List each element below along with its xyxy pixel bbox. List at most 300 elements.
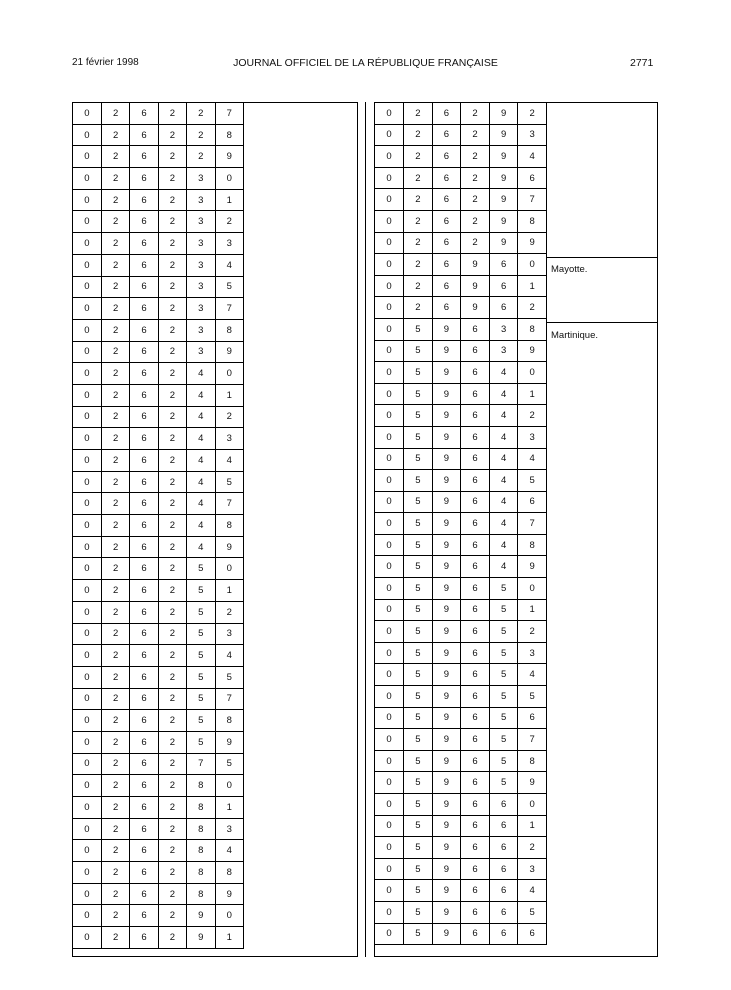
code-digit-cell: 0 <box>375 254 404 276</box>
code-digit-cell: 2 <box>404 167 433 189</box>
code-digit-cell: 6 <box>130 775 158 797</box>
code-digit-cell: 2 <box>404 146 433 168</box>
left-column <box>72 102 358 957</box>
code-digit-cell: 3 <box>215 233 243 255</box>
code-digit-cell: 0 <box>518 362 547 384</box>
code-digit-cell: 6 <box>461 383 490 405</box>
code-digit-cell: 2 <box>187 124 215 146</box>
code-row <box>73 645 244 667</box>
code-digit-cell: 4 <box>215 254 243 276</box>
code-row <box>375 340 547 362</box>
code-digit-cell: 8 <box>187 775 215 797</box>
code-digit-cell: 5 <box>489 750 518 772</box>
code-digit-cell: 1 <box>215 797 243 819</box>
code-digit-cell: 5 <box>489 686 518 708</box>
code-digit-cell: 6 <box>461 513 490 535</box>
code-digit-cell: 2 <box>158 276 186 298</box>
code-digit-cell: 5 <box>404 923 433 945</box>
code-digit-cell: 2 <box>158 233 186 255</box>
code-digit-cell: 7 <box>215 103 243 124</box>
code-row <box>73 753 244 775</box>
code-digit-cell: 0 <box>73 146 101 168</box>
code-digit-cell: 2 <box>187 146 215 168</box>
code-digit-cell: 8 <box>187 797 215 819</box>
code-digit-cell: 9 <box>432 470 461 492</box>
code-digit-cell: 0 <box>375 686 404 708</box>
code-row <box>375 297 547 319</box>
code-digit-cell: 9 <box>489 232 518 254</box>
code-digit-cell: 7 <box>518 513 547 535</box>
code-digit-cell: 5 <box>404 470 433 492</box>
code-digit-cell: 2 <box>101 645 129 667</box>
code-digit-cell: 0 <box>375 318 404 340</box>
code-digit-cell: 6 <box>489 297 518 319</box>
code-digit-cell: 4 <box>187 450 215 472</box>
code-digit-cell: 4 <box>518 448 547 470</box>
code-digit-cell: 6 <box>489 815 518 837</box>
code-digit-cell: 9 <box>518 772 547 794</box>
code-row <box>375 232 547 254</box>
code-row <box>73 124 244 146</box>
code-digit-cell: 8 <box>518 534 547 556</box>
code-digit-cell: 6 <box>461 772 490 794</box>
code-row <box>73 883 244 905</box>
code-digit-cell: 6 <box>461 556 490 578</box>
code-digit-cell: 6 <box>130 319 158 341</box>
code-digit-cell: 6 <box>461 664 490 686</box>
code-digit-cell: 4 <box>489 513 518 535</box>
code-row <box>375 167 547 189</box>
code-digit-cell: 9 <box>432 578 461 600</box>
code-digit-cell: 6 <box>130 840 158 862</box>
code-digit-cell: 6 <box>432 297 461 319</box>
code-digit-cell: 2 <box>101 558 129 580</box>
code-digit-cell: 5 <box>404 340 433 362</box>
code-row <box>375 275 547 297</box>
code-digit-cell: 9 <box>432 837 461 859</box>
code-digit-cell: 0 <box>375 448 404 470</box>
code-digit-cell: 3 <box>518 642 547 664</box>
code-row <box>375 254 547 276</box>
code-digit-cell: 2 <box>158 818 186 840</box>
code-digit-cell: 4 <box>518 664 547 686</box>
code-digit-cell: 6 <box>461 599 490 621</box>
code-digit-cell: 0 <box>73 450 101 472</box>
code-digit-cell: 6 <box>461 686 490 708</box>
code-digit-cell: 6 <box>461 707 490 729</box>
code-digit-cell: 3 <box>215 428 243 450</box>
code-digit-cell: 0 <box>375 923 404 945</box>
code-digit-cell: 2 <box>101 450 129 472</box>
code-row <box>375 858 547 880</box>
code-digit-cell: 4 <box>187 493 215 515</box>
code-digit-cell: 0 <box>73 601 101 623</box>
code-digit-cell: 6 <box>461 729 490 751</box>
code-digit-cell: 9 <box>215 883 243 905</box>
code-row <box>375 901 547 923</box>
journal-title: JOURNAL OFFICIEL DE LA RÉPUBLIQUE FRANÇAISE <box>233 57 498 69</box>
code-digit-cell: 9 <box>215 146 243 168</box>
code-digit-cell: 2 <box>101 103 129 124</box>
code-digit-cell: 2 <box>158 558 186 580</box>
code-digit-cell: 5 <box>215 666 243 688</box>
code-digit-cell: 0 <box>375 103 404 124</box>
code-digit-cell: 6 <box>489 858 518 880</box>
code-digit-cell: 6 <box>130 146 158 168</box>
code-digit-cell: 9 <box>489 124 518 146</box>
header-date: 21 février 1998 <box>72 57 139 68</box>
code-digit-cell: 6 <box>130 384 158 406</box>
code-digit-cell: 0 <box>73 428 101 450</box>
code-row <box>73 666 244 688</box>
code-digit-cell: 9 <box>432 707 461 729</box>
code-digit-cell: 9 <box>432 772 461 794</box>
code-digit-cell: 5 <box>404 707 433 729</box>
code-digit-cell: 4 <box>489 362 518 384</box>
code-digit-cell: 0 <box>375 837 404 859</box>
code-digit-cell: 4 <box>215 450 243 472</box>
code-digit-cell: 0 <box>73 623 101 645</box>
code-digit-cell: 6 <box>461 340 490 362</box>
code-digit-cell: 9 <box>461 254 490 276</box>
code-digit-cell: 6 <box>432 103 461 124</box>
code-digit-cell: 3 <box>518 858 547 880</box>
code-row <box>375 534 547 556</box>
code-digit-cell: 0 <box>73 840 101 862</box>
code-digit-cell: 2 <box>158 883 186 905</box>
code-digit-cell: 2 <box>101 862 129 884</box>
code-row <box>73 731 244 753</box>
code-digit-cell: 2 <box>158 536 186 558</box>
code-digit-cell: 4 <box>489 534 518 556</box>
code-digit-cell: 8 <box>215 710 243 732</box>
code-digit-cell: 4 <box>489 491 518 513</box>
code-digit-cell: 0 <box>375 578 404 600</box>
code-row <box>375 794 547 816</box>
code-digit-cell: 4 <box>489 405 518 427</box>
code-digit-cell: 1 <box>518 275 547 297</box>
code-digit-cell: 2 <box>187 103 215 124</box>
code-digit-cell: 2 <box>158 168 186 190</box>
code-digit-cell: 9 <box>461 275 490 297</box>
code-digit-cell: 8 <box>215 862 243 884</box>
code-digit-cell: 5 <box>489 664 518 686</box>
code-digit-cell: 8 <box>518 750 547 772</box>
code-row <box>375 124 547 146</box>
code-digit-cell: 8 <box>187 883 215 905</box>
code-digit-cell: 5 <box>187 645 215 667</box>
code-digit-cell: 9 <box>518 556 547 578</box>
code-digit-cell: 2 <box>158 666 186 688</box>
code-row <box>375 513 547 535</box>
code-digit-cell: 5 <box>404 405 433 427</box>
code-digit-cell: 3 <box>187 254 215 276</box>
code-digit-cell: 9 <box>432 621 461 643</box>
code-digit-cell: 0 <box>375 664 404 686</box>
code-digit-cell: 3 <box>489 318 518 340</box>
code-digit-cell: 0 <box>73 276 101 298</box>
code-digit-cell: 0 <box>375 383 404 405</box>
code-digit-cell: 0 <box>73 862 101 884</box>
code-digit-cell: 0 <box>375 642 404 664</box>
code-digit-cell: 4 <box>187 363 215 385</box>
code-digit-cell: 2 <box>101 341 129 363</box>
code-digit-cell: 2 <box>518 405 547 427</box>
code-digit-cell: 5 <box>404 858 433 880</box>
code-digit-cell: 6 <box>489 880 518 902</box>
code-digit-cell: 2 <box>404 210 433 232</box>
code-digit-cell: 6 <box>130 103 158 124</box>
code-digit-cell: 0 <box>73 666 101 688</box>
code-digit-cell: 6 <box>432 232 461 254</box>
code-digit-cell: 0 <box>73 775 101 797</box>
code-digit-cell: 2 <box>158 623 186 645</box>
code-digit-cell: 2 <box>158 124 186 146</box>
code-digit-cell: 6 <box>130 211 158 233</box>
code-digit-cell: 9 <box>432 383 461 405</box>
code-digit-cell: 0 <box>215 558 243 580</box>
code-digit-cell: 6 <box>461 880 490 902</box>
code-digit-cell: 3 <box>187 319 215 341</box>
code-digit-cell: 6 <box>130 688 158 710</box>
code-digit-cell: 4 <box>489 383 518 405</box>
code-digit-cell: 6 <box>432 210 461 232</box>
code-digit-cell: 5 <box>404 750 433 772</box>
code-digit-cell: 6 <box>130 623 158 645</box>
code-digit-cell: 3 <box>187 168 215 190</box>
code-row <box>73 515 244 537</box>
code-row <box>73 450 244 472</box>
code-row <box>375 772 547 794</box>
code-digit-cell: 2 <box>518 103 547 124</box>
code-row <box>73 319 244 341</box>
code-digit-cell: 1 <box>215 580 243 602</box>
code-digit-cell: 9 <box>215 536 243 558</box>
code-row <box>73 341 244 363</box>
code-digit-cell: 2 <box>404 297 433 319</box>
code-digit-cell: 6 <box>432 124 461 146</box>
code-row <box>73 406 244 428</box>
code-digit-cell: 2 <box>158 493 186 515</box>
code-row <box>73 623 244 645</box>
code-digit-cell: 6 <box>432 275 461 297</box>
code-digit-cell: 0 <box>375 470 404 492</box>
code-digit-cell: 0 <box>73 168 101 190</box>
code-digit-cell: 6 <box>130 601 158 623</box>
code-row <box>375 750 547 772</box>
code-digit-cell: 9 <box>432 405 461 427</box>
code-digit-cell: 9 <box>461 297 490 319</box>
code-digit-cell: 2 <box>461 146 490 168</box>
code-digit-cell: 0 <box>73 211 101 233</box>
code-digit-cell: 2 <box>101 493 129 515</box>
code-digit-cell: 5 <box>215 471 243 493</box>
code-digit-cell: 2 <box>101 168 129 190</box>
code-digit-cell: 2 <box>404 124 433 146</box>
right-code-table <box>375 103 547 945</box>
code-digit-cell: 3 <box>518 426 547 448</box>
code-digit-cell: 9 <box>432 426 461 448</box>
code-digit-cell: 9 <box>432 491 461 513</box>
code-digit-cell: 0 <box>73 536 101 558</box>
code-digit-cell: 3 <box>187 341 215 363</box>
code-digit-cell: 6 <box>461 491 490 513</box>
right-column <box>374 102 658 957</box>
code-digit-cell: 6 <box>130 515 158 537</box>
code-digit-cell: 0 <box>73 580 101 602</box>
code-digit-cell: 7 <box>215 298 243 320</box>
code-digit-cell: 6 <box>130 666 158 688</box>
territory-label-mayotte: Mayotte. <box>551 264 588 275</box>
code-digit-cell: 4 <box>187 515 215 537</box>
code-row <box>375 210 547 232</box>
code-row <box>375 815 547 837</box>
code-row <box>375 686 547 708</box>
code-digit-cell: 2 <box>101 905 129 927</box>
code-digit-cell: 8 <box>187 818 215 840</box>
code-digit-cell: 2 <box>101 623 129 645</box>
code-digit-cell: 5 <box>404 578 433 600</box>
code-digit-cell: 0 <box>73 710 101 732</box>
code-digit-cell: 6 <box>461 642 490 664</box>
code-digit-cell: 6 <box>130 276 158 298</box>
code-digit-cell: 5 <box>404 426 433 448</box>
code-row <box>375 707 547 729</box>
code-digit-cell: 5 <box>187 666 215 688</box>
code-digit-cell: 2 <box>158 905 186 927</box>
code-digit-cell: 4 <box>489 448 518 470</box>
code-digit-cell: 9 <box>187 927 215 949</box>
code-digit-cell: 6 <box>489 794 518 816</box>
code-row <box>375 448 547 470</box>
code-digit-cell: 4 <box>518 146 547 168</box>
code-row <box>375 362 547 384</box>
code-digit-cell: 6 <box>432 146 461 168</box>
code-row <box>73 688 244 710</box>
code-digit-cell: 0 <box>73 384 101 406</box>
code-digit-cell: 5 <box>404 642 433 664</box>
code-digit-cell: 0 <box>518 578 547 600</box>
code-row <box>73 189 244 211</box>
code-digit-cell: 6 <box>130 536 158 558</box>
code-digit-cell: 0 <box>375 146 404 168</box>
code-row <box>73 103 244 124</box>
code-row <box>73 471 244 493</box>
code-row <box>73 797 244 819</box>
code-row <box>73 818 244 840</box>
code-digit-cell: 0 <box>73 905 101 927</box>
code-row <box>73 601 244 623</box>
code-row <box>73 428 244 450</box>
code-digit-cell: 1 <box>215 189 243 211</box>
code-digit-cell: 2 <box>158 471 186 493</box>
code-digit-cell: 6 <box>432 167 461 189</box>
code-digit-cell: 0 <box>375 275 404 297</box>
code-digit-cell: 5 <box>404 362 433 384</box>
code-digit-cell: 1 <box>215 384 243 406</box>
code-digit-cell: 2 <box>158 840 186 862</box>
code-digit-cell: 9 <box>215 731 243 753</box>
code-digit-cell: 2 <box>101 384 129 406</box>
code-digit-cell: 9 <box>489 189 518 211</box>
code-digit-cell: 8 <box>518 210 547 232</box>
code-digit-cell: 0 <box>375 556 404 578</box>
code-digit-cell: 5 <box>518 901 547 923</box>
code-digit-cell: 6 <box>130 731 158 753</box>
code-digit-cell: 2 <box>215 211 243 233</box>
code-digit-cell: 0 <box>375 599 404 621</box>
code-digit-cell: 6 <box>461 621 490 643</box>
code-digit-cell: 6 <box>432 254 461 276</box>
code-digit-cell: 2 <box>158 103 186 124</box>
code-digit-cell: 9 <box>432 858 461 880</box>
code-digit-cell: 6 <box>130 645 158 667</box>
code-row <box>375 621 547 643</box>
code-digit-cell: 0 <box>375 901 404 923</box>
code-digit-cell: 6 <box>130 493 158 515</box>
code-digit-cell: 2 <box>101 233 129 255</box>
code-digit-cell: 6 <box>130 341 158 363</box>
code-row <box>375 556 547 578</box>
code-digit-cell: 0 <box>375 189 404 211</box>
code-digit-cell: 6 <box>130 883 158 905</box>
code-digit-cell: 2 <box>101 254 129 276</box>
code-digit-cell: 7 <box>187 753 215 775</box>
code-digit-cell: 6 <box>130 298 158 320</box>
code-digit-cell: 4 <box>215 840 243 862</box>
code-digit-cell: 0 <box>73 189 101 211</box>
code-digit-cell: 5 <box>404 448 433 470</box>
code-row <box>375 318 547 340</box>
code-row <box>73 233 244 255</box>
code-row <box>73 580 244 602</box>
code-digit-cell: 4 <box>489 470 518 492</box>
code-digit-cell: 2 <box>101 515 129 537</box>
code-digit-cell: 6 <box>130 905 158 927</box>
code-digit-cell: 6 <box>130 428 158 450</box>
code-digit-cell: 5 <box>489 729 518 751</box>
code-row <box>73 298 244 320</box>
code-digit-cell: 6 <box>130 254 158 276</box>
code-digit-cell: 2 <box>158 731 186 753</box>
code-digit-cell: 2 <box>101 818 129 840</box>
code-digit-cell: 7 <box>518 729 547 751</box>
code-digit-cell: 5 <box>404 837 433 859</box>
code-row <box>375 599 547 621</box>
code-digit-cell: 2 <box>158 753 186 775</box>
code-digit-cell: 0 <box>375 340 404 362</box>
code-digit-cell: 9 <box>187 905 215 927</box>
code-digit-cell: 4 <box>187 471 215 493</box>
code-row <box>375 405 547 427</box>
code-digit-cell: 2 <box>215 406 243 428</box>
column-rule <box>365 102 366 957</box>
code-digit-cell: 6 <box>130 124 158 146</box>
territory-separator-mayotte <box>547 257 657 258</box>
code-digit-cell: 0 <box>73 688 101 710</box>
code-digit-cell: 6 <box>432 189 461 211</box>
code-digit-cell: 0 <box>375 880 404 902</box>
territory-separator-martinique <box>547 322 657 323</box>
code-row <box>375 189 547 211</box>
code-digit-cell: 5 <box>489 599 518 621</box>
code-digit-cell: 6 <box>518 923 547 945</box>
code-digit-cell: 6 <box>461 750 490 772</box>
code-digit-cell: 2 <box>158 254 186 276</box>
code-digit-cell: 6 <box>130 558 158 580</box>
code-digit-cell: 3 <box>518 124 547 146</box>
code-digit-cell: 2 <box>101 406 129 428</box>
